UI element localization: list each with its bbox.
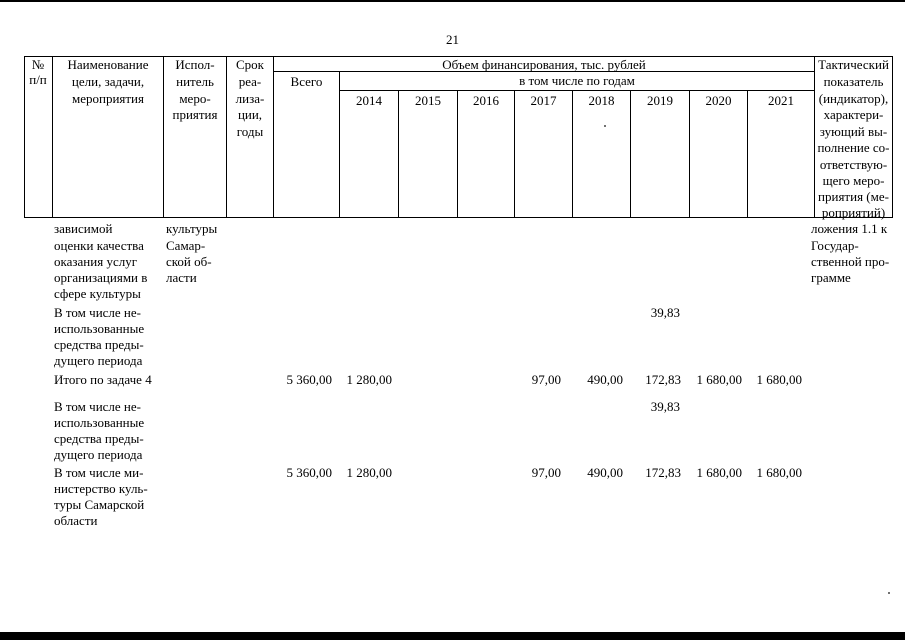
cell-2019: 172,83 [645,465,681,480]
year-2014: 2014 [356,93,382,108]
year-2020: 2020 [705,93,732,108]
year-2019: 2019 [647,93,673,108]
page-number: 21 [446,32,459,47]
header-by-years: в том числе по годам [519,73,635,88]
cell-2020: 1 680,00 [696,372,742,387]
cell-2018: 490,00 [587,372,623,387]
year-2015: 2015 [415,93,441,108]
scan-speck [888,592,890,594]
header-total: Всего [290,74,323,89]
cell-2017: 97,00 [531,372,561,387]
year-2017: 2017 [530,93,557,108]
header-funding-title: Объем финансирования, тыс. рублей [442,57,646,72]
year-2021: 2021 [768,93,794,108]
bottom-border [0,632,905,640]
cell-2021: 1 680,00 [756,372,802,387]
top-border [0,0,905,2]
cell-total: 5 360,00 [286,372,332,387]
cell-total: 5 360,00 [286,465,332,480]
year-2016: 2016 [473,93,499,108]
year-2018: 2018 [588,93,615,108]
cell-2014: 1 280,00 [346,465,392,480]
cell-2021: 1 680,00 [756,465,802,480]
cell-2017: 97,00 [531,465,561,480]
cell-2014: 1 280,00 [346,372,392,387]
cell-2019: 172,83 [645,372,681,387]
cell-2020: 1 680,00 [696,465,742,480]
scan-speck [604,125,606,127]
cell-2019: 39,83 [650,305,680,320]
cell-2019: 39,83 [650,399,680,414]
cell-2018: 490,00 [587,465,623,480]
